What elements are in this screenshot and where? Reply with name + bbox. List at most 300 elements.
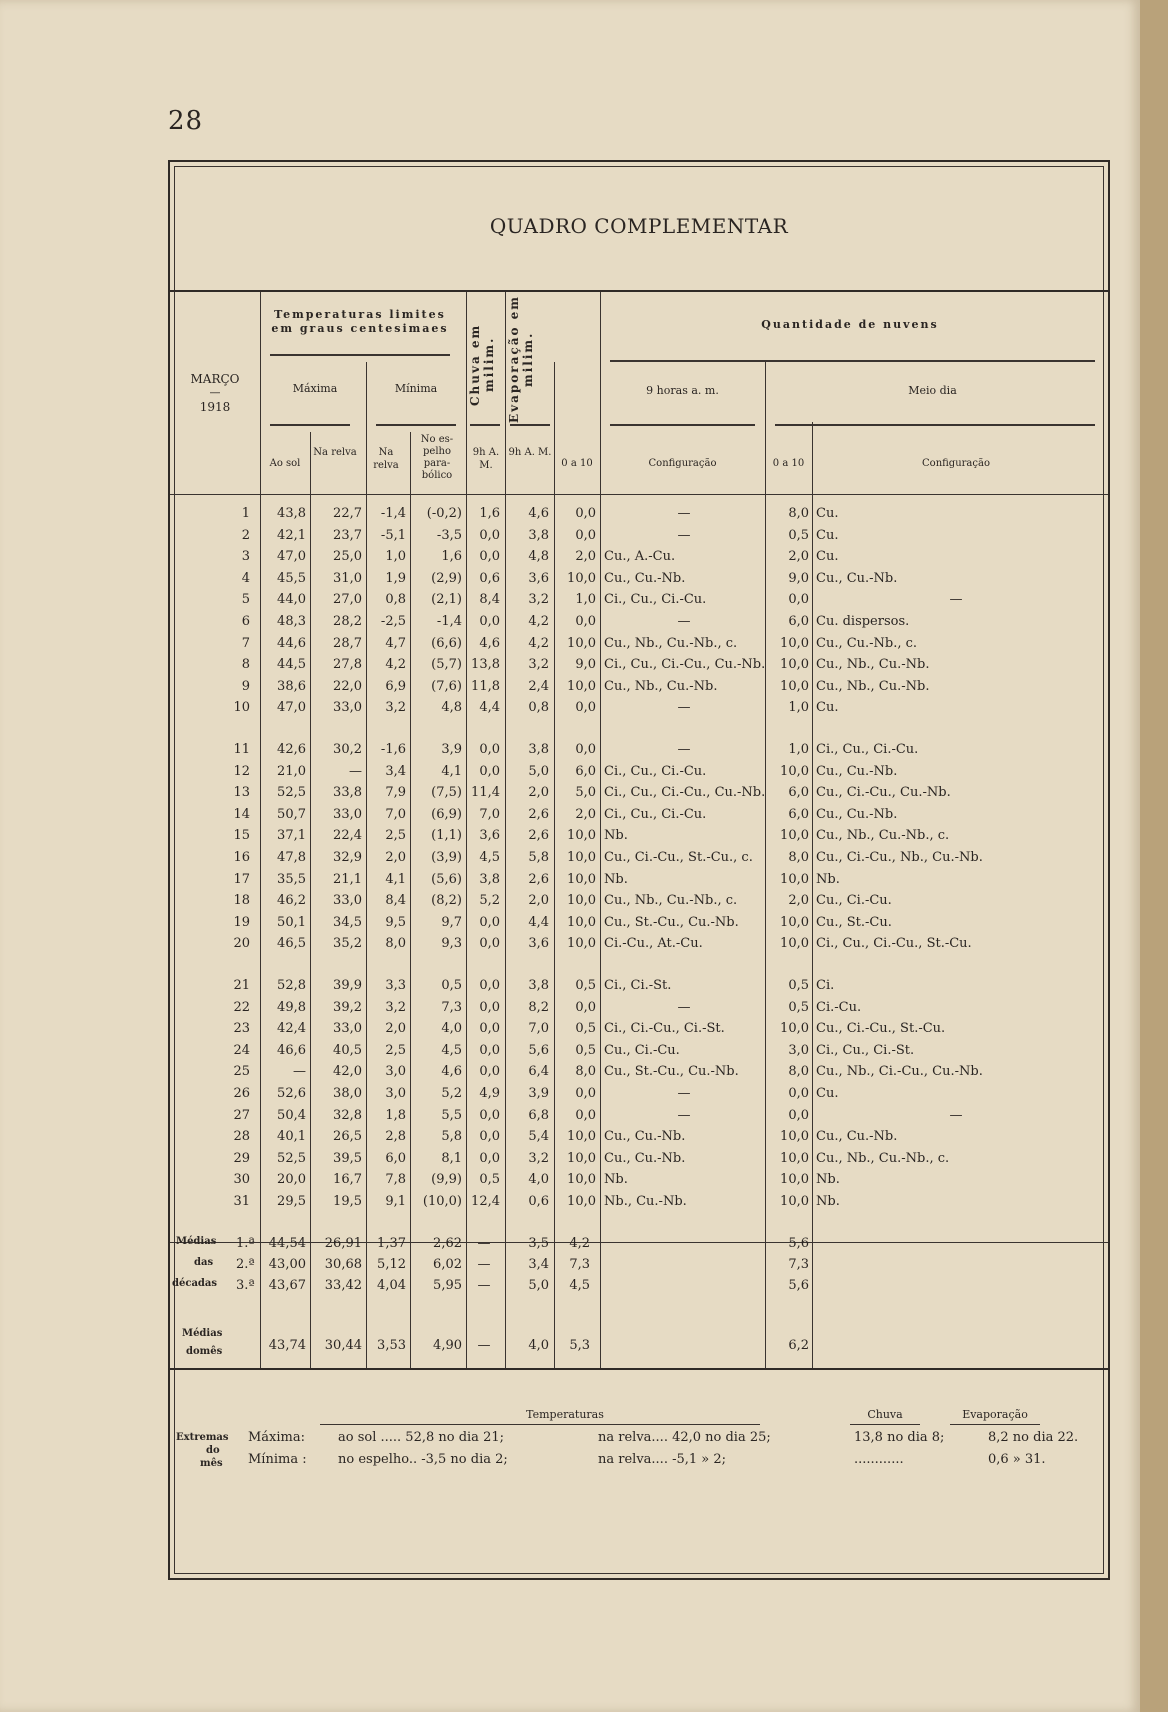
cell-na-relva-max: 26,5 bbox=[333, 1129, 362, 1145]
cell-na-relva-min: 7,9 bbox=[385, 785, 406, 801]
cell-clouds-noon: 6,0 bbox=[788, 806, 809, 822]
cell-config-9am: Nb. bbox=[604, 871, 628, 887]
cell-clouds-noon: 6,0 bbox=[788, 614, 809, 629]
cell-ao-sol: 43,74 bbox=[268, 1338, 306, 1353]
cell-ao-sol: 20,0 bbox=[277, 1172, 306, 1188]
cell-config-noon: Cu., Ci.-Cu., Cu.-Nb. bbox=[816, 785, 951, 801]
cell-na-relva-max: 33,0 bbox=[333, 1021, 362, 1037]
cell-clouds-noon: 10,0 bbox=[780, 1150, 809, 1166]
cell-na-relva-max: 28,7 bbox=[333, 635, 362, 651]
cell-evaporation: 3,2 bbox=[528, 657, 549, 673]
cell-na-relva-max: 34,5 bbox=[333, 914, 362, 930]
extremes-label-2: do bbox=[206, 1445, 220, 1456]
cell-rain: — bbox=[477, 1236, 491, 1251]
cell-na-relva-min: 4,1 bbox=[385, 871, 406, 887]
cell-evaporation: 2,4 bbox=[528, 678, 549, 694]
cell-evaporation: 3,4 bbox=[528, 1257, 549, 1272]
cell-no-espelho: (6,9) bbox=[431, 806, 462, 822]
cell-config-noon: Ci. bbox=[816, 978, 835, 993]
cell-ao-sol: 49,8 bbox=[277, 999, 306, 1015]
cell-ao-sol: 43,8 bbox=[277, 506, 306, 521]
cell-day: 17 bbox=[233, 871, 250, 887]
cell-config-noon: Nb. bbox=[816, 1194, 840, 1209]
cell-na-relva-min: 3,2 bbox=[385, 999, 406, 1015]
cell-clouds-9am: 10,0 bbox=[567, 850, 596, 865]
cell-day: 22 bbox=[233, 999, 250, 1015]
cell-config-noon: Cu., Nb., Cu.-Nb. bbox=[816, 657, 930, 673]
table-row bbox=[170, 893, 1108, 914]
table-row bbox=[170, 549, 1108, 570]
cell-ao-sol: 42,4 bbox=[277, 1021, 306, 1037]
cell-no-espelho: 1,6 bbox=[441, 549, 462, 565]
cell-no-espelho: 5,2 bbox=[441, 1086, 462, 1101]
cell-config-9am: Cu., Cu.-Nb. bbox=[604, 1150, 686, 1166]
cell-clouds-noon: 7,3 bbox=[788, 1257, 809, 1272]
cell-config-noon: Cu., Nb., Cu.-Nb., c. bbox=[816, 828, 950, 844]
cell-clouds-9am: 10,0 bbox=[567, 678, 596, 694]
cell-day: 24 bbox=[233, 1042, 250, 1058]
rain-time-header: 9h A. M. bbox=[472, 447, 500, 471]
cell-clouds-9am: 5,3 bbox=[569, 1338, 590, 1353]
cell-rain: 0,5 bbox=[479, 1172, 500, 1188]
month-label: MARÇO bbox=[190, 372, 240, 386]
cell-ao-sol: 52,6 bbox=[277, 1086, 306, 1101]
cell-day: 29 bbox=[233, 1150, 250, 1166]
cell-config-9am: Cu., Nb., Cu.-Nb., c. bbox=[604, 893, 738, 909]
cell-config-9am: — bbox=[677, 999, 691, 1015]
clouds-rule bbox=[610, 360, 1095, 362]
decade-row bbox=[170, 1236, 1108, 1257]
cell-na-relva-max: 31,0 bbox=[333, 570, 362, 586]
table-row bbox=[170, 1064, 1108, 1085]
cell-na-relva-max: 27,0 bbox=[333, 592, 362, 608]
month-means-values bbox=[170, 1338, 1108, 1359]
cell-config-9am: Ci., Ci.-Cu., Ci.-St. bbox=[604, 1021, 725, 1037]
cell-rain: 0,0 bbox=[479, 978, 500, 993]
cell-clouds-noon: 10,0 bbox=[780, 1172, 809, 1188]
cell-evaporation: 0,6 bbox=[528, 1194, 549, 1209]
cell-rain: 4,5 bbox=[479, 850, 500, 865]
cell-clouds-9am: 0,0 bbox=[575, 999, 596, 1015]
table-row bbox=[170, 592, 1108, 613]
cell-na-relva-min: 4,2 bbox=[385, 657, 406, 673]
cell-clouds-noon: 3,0 bbox=[788, 1042, 809, 1058]
cell-ao-sol: 48,3 bbox=[277, 614, 306, 629]
cell-config-noon: Cu., Ci.-Cu., St.-Cu. bbox=[816, 1021, 946, 1037]
cell-evaporation: 4,2 bbox=[528, 635, 549, 651]
cell-no-espelho: (5,7) bbox=[431, 657, 462, 673]
cell-evaporation: 3,2 bbox=[528, 1150, 549, 1166]
cell-rain: 0,0 bbox=[479, 742, 500, 757]
cell-day: 30 bbox=[233, 1172, 250, 1188]
cell-config-9am: — bbox=[677, 1086, 691, 1101]
cell-ao-sol: 52,5 bbox=[277, 1150, 306, 1166]
cell-config-9am: Ci., Ci.-St. bbox=[604, 978, 672, 993]
cell-no-espelho: (10,0) bbox=[422, 1194, 462, 1209]
cell-na-relva-max: 32,8 bbox=[333, 1107, 362, 1123]
cell-evaporation: 4,8 bbox=[528, 549, 549, 565]
page-edge bbox=[1140, 0, 1168, 1712]
cell-rain: 11,8 bbox=[471, 678, 500, 694]
cell-evaporation: 3,2 bbox=[528, 592, 549, 608]
evaporation-header: Evaporação em milim. bbox=[507, 295, 535, 424]
cell-config-9am: Cu., Nb., Cu.-Nb., c. bbox=[604, 635, 738, 651]
cell-rain: 7,0 bbox=[479, 806, 500, 822]
cell-day: 12 bbox=[233, 763, 250, 779]
cell-evaporation: 3,6 bbox=[528, 570, 549, 586]
cell-clouds-noon: 1,0 bbox=[788, 700, 809, 716]
cell-ao-sol: 43,00 bbox=[268, 1257, 306, 1272]
cell-clouds-9am: 4,2 bbox=[569, 1236, 590, 1251]
cell-no-espelho: 4,1 bbox=[441, 763, 462, 779]
cell-clouds-9am: 8,0 bbox=[575, 1064, 596, 1080]
cell-na-relva-min: 2,8 bbox=[385, 1129, 406, 1145]
maxima-header: Máxima bbox=[292, 382, 338, 395]
cell-na-relva-max: 38,0 bbox=[333, 1086, 362, 1101]
cell-ao-sol: 46,2 bbox=[277, 893, 306, 909]
extremes-min-b: na relva.... -5,1 » 2; bbox=[598, 1452, 727, 1467]
cell-na-relva-min: 5,12 bbox=[377, 1257, 406, 1272]
cell-ao-sol: 42,1 bbox=[277, 527, 306, 543]
cell-evaporation: 4,0 bbox=[528, 1172, 549, 1188]
cell-rain: 0,0 bbox=[479, 1107, 500, 1123]
cell-evaporation: 0,8 bbox=[528, 700, 549, 716]
table-row bbox=[170, 679, 1108, 700]
cell-clouds-9am: 6,0 bbox=[575, 763, 596, 779]
table-row bbox=[170, 700, 1108, 721]
cell-config-noon: Cu., Nb., Cu.-Nb., c. bbox=[816, 1150, 950, 1166]
cell-no-espelho: 8,1 bbox=[441, 1150, 462, 1166]
cell-na-relva-max: 27,8 bbox=[333, 657, 362, 673]
cell-day: 14 bbox=[233, 806, 250, 822]
cell-no-espelho: 4,8 bbox=[441, 700, 462, 716]
cell-config-9am: Cu., St.-Cu., Cu.-Nb. bbox=[604, 1064, 739, 1080]
extremes-min-rain: ............ bbox=[854, 1452, 904, 1467]
cell-day: 28 bbox=[233, 1129, 250, 1145]
cell-evaporation: 3,8 bbox=[528, 978, 549, 993]
cell-ao-sol: 42,6 bbox=[277, 742, 306, 757]
cell-na-relva-max: 39,2 bbox=[333, 999, 362, 1015]
cell-na-relva-min: 4,04 bbox=[377, 1278, 406, 1293]
cell-no-espelho: -3,5 bbox=[436, 527, 462, 543]
cell-day: 2 bbox=[241, 527, 250, 543]
table-row bbox=[170, 785, 1108, 806]
cell-config-9am: — bbox=[677, 1107, 691, 1123]
month-dash: — bbox=[209, 386, 221, 399]
cell-day: 7 bbox=[241, 635, 250, 651]
cell-config-9am: Ci., Cu., Ci.-Cu., Cu.-Nb. bbox=[604, 657, 766, 673]
cell-evaporation: 3,5 bbox=[528, 1236, 549, 1251]
cell-no-espelho: (6,6) bbox=[431, 635, 462, 651]
cell-config-9am: Ci., Cu., Ci.-Cu. bbox=[604, 763, 707, 779]
cell-config-noon: Ci., Cu., Ci.-Cu., St.-Cu. bbox=[816, 936, 972, 952]
cell-evaporation: 5,0 bbox=[528, 1278, 549, 1293]
cell-evaporation: 6,4 bbox=[528, 1064, 549, 1080]
minima-header: Mínima bbox=[394, 382, 438, 395]
cell-evaporation: 2,6 bbox=[528, 828, 549, 844]
min-rule bbox=[376, 424, 456, 426]
table-row bbox=[170, 614, 1108, 635]
cell-evaporation: 5,6 bbox=[528, 1042, 549, 1058]
cell-clouds-noon: 10,0 bbox=[780, 1194, 809, 1209]
table-row bbox=[170, 1172, 1108, 1193]
cell-no-espelho: (3,9) bbox=[431, 850, 462, 865]
cell-no-espelho: (2,1) bbox=[431, 592, 462, 608]
cell-rain: — bbox=[477, 1338, 491, 1353]
table-row bbox=[170, 571, 1108, 592]
cell-config-noon: Cu., Cu.-Nb., c. bbox=[816, 635, 918, 651]
cell-day: 26 bbox=[233, 1086, 250, 1101]
cell-config-noon: Nb. bbox=[816, 1172, 840, 1188]
cell-na-relva-min: -1,4 bbox=[380, 506, 406, 521]
cell-decade: 2.ª bbox=[236, 1257, 255, 1272]
cell-clouds-9am: 0,0 bbox=[575, 700, 596, 716]
cell-ao-sol: 43,67 bbox=[268, 1278, 306, 1293]
cell-clouds-9am: 0,5 bbox=[575, 1021, 596, 1037]
cell-no-espelho: 4,6 bbox=[441, 1064, 462, 1080]
cell-clouds-9am: 10,0 bbox=[567, 893, 596, 909]
cell-rain: 0,0 bbox=[479, 614, 500, 629]
cell-na-relva-max: 21,1 bbox=[333, 871, 362, 887]
cell-no-espelho: 4,90 bbox=[433, 1338, 462, 1353]
cell-ao-sol: 46,5 bbox=[277, 936, 306, 952]
cell-ao-sol: — bbox=[293, 1064, 306, 1080]
cell-na-relva-max: 22,7 bbox=[333, 506, 362, 521]
cell-na-relva-min: 9,1 bbox=[385, 1194, 406, 1209]
cell-na-relva-max: 33,0 bbox=[333, 806, 362, 822]
cell-no-espelho: 5,5 bbox=[441, 1107, 462, 1123]
cell-no-espelho: -1,4 bbox=[436, 614, 462, 629]
cell-clouds-noon: 6,0 bbox=[788, 785, 809, 801]
cell-clouds-9am: 10,0 bbox=[567, 570, 596, 586]
extremes-label-1: Extremas bbox=[176, 1432, 229, 1443]
cell-day: 8 bbox=[241, 657, 250, 673]
decade-row bbox=[170, 1257, 1108, 1278]
extremes-temperatures-header: Temperaturas bbox=[526, 1408, 604, 1421]
cell-rain: 0,0 bbox=[479, 527, 500, 543]
temp-rule bbox=[270, 354, 450, 356]
config-noon-header: Configuração bbox=[922, 458, 990, 469]
cell-config-9am: — bbox=[677, 700, 691, 716]
cell-clouds-9am: 10,0 bbox=[567, 1172, 596, 1188]
cell-clouds-noon: 0,5 bbox=[788, 527, 809, 543]
extremes-max-b: na relva.... 42,0 no dia 25; bbox=[598, 1430, 771, 1445]
extremes-rain-header: Chuva bbox=[867, 1408, 903, 1421]
cell-no-espelho: 5,95 bbox=[433, 1278, 462, 1293]
cell-config-9am: Cu., St.-Cu., Cu.-Nb. bbox=[604, 914, 739, 930]
cell-ao-sol: 44,5 bbox=[277, 657, 306, 673]
cell-rain: 0,0 bbox=[479, 1129, 500, 1145]
table-title: QUADRO COMPLEMENTAR bbox=[489, 214, 789, 238]
cell-evaporation: 2,0 bbox=[528, 893, 549, 909]
rain-rule bbox=[470, 424, 500, 426]
cell-no-espelho: (7,5) bbox=[431, 785, 462, 801]
cell-na-relva-min: 0,8 bbox=[385, 592, 406, 608]
extremes-label-3: mês bbox=[200, 1458, 223, 1469]
cell-rain: 4,4 bbox=[479, 700, 500, 716]
cell-clouds-9am: 0,0 bbox=[575, 614, 596, 629]
cell-day: 9 bbox=[241, 678, 250, 694]
cell-evaporation: 4,6 bbox=[528, 506, 549, 521]
body-bottom-line bbox=[170, 1368, 1108, 1370]
cell-na-relva-max: 30,44 bbox=[324, 1338, 362, 1353]
cell-evaporation: 2,0 bbox=[528, 785, 549, 801]
cell-ao-sol: 40,1 bbox=[277, 1129, 306, 1145]
cell-config-noon: Cu., Nb., Ci.-Cu., Cu.-Nb. bbox=[816, 1064, 983, 1080]
cell-clouds-9am: 0,5 bbox=[575, 978, 596, 993]
month-means-label-1: Médias bbox=[182, 1328, 223, 1339]
cell-na-relva-min: -2,5 bbox=[380, 614, 406, 629]
clouds-9am-header: 9 horas a. m. bbox=[646, 384, 719, 397]
cell-clouds-noon: 10,0 bbox=[780, 678, 809, 694]
extremes-evap-rule bbox=[950, 1424, 1040, 1425]
extremes-evap-header: Evaporação bbox=[962, 1408, 1028, 1421]
cell-clouds-9am: 0,0 bbox=[575, 1086, 596, 1101]
cell-rain: — bbox=[477, 1278, 491, 1293]
cell-na-relva-max: 42,0 bbox=[333, 1064, 362, 1080]
extremes-min-a: no espelho.. -3,5 no dia 2; bbox=[338, 1452, 508, 1467]
cell-rain: 11,4 bbox=[471, 785, 500, 801]
cell-config-noon: Cu., Cu.-Nb. bbox=[816, 1129, 898, 1145]
evap-time-header: 9h A. M. bbox=[508, 447, 552, 458]
cell-no-espelho: (7,6) bbox=[431, 678, 462, 694]
table-row bbox=[170, 636, 1108, 657]
cell-na-relva-min: 9,5 bbox=[385, 914, 406, 930]
cell-day: 20 bbox=[233, 936, 250, 952]
cell-na-relva-min: 7,8 bbox=[385, 1172, 406, 1188]
table-row bbox=[170, 978, 1108, 999]
cell-na-relva-min: 8,0 bbox=[385, 936, 406, 952]
table-row bbox=[170, 872, 1108, 893]
cell-no-espelho: 5,8 bbox=[441, 1129, 462, 1145]
cell-day: 1 bbox=[241, 506, 250, 521]
cell-clouds-9am: 0,5 bbox=[575, 1042, 596, 1058]
extremes-rain-rule bbox=[850, 1424, 920, 1425]
cell-config-noon: Ci., Cu., Ci.-Cu. bbox=[816, 742, 919, 757]
max-rule bbox=[270, 424, 350, 426]
cell-ao-sol: 44,0 bbox=[277, 592, 306, 608]
cell-clouds-noon: 10,0 bbox=[780, 871, 809, 887]
cell-config-noon: Ci.-Cu. bbox=[816, 999, 862, 1015]
cell-clouds-noon: 0,0 bbox=[788, 592, 809, 608]
cell-ao-sol: 37,1 bbox=[277, 828, 306, 844]
cell-na-relva-min: 3,3 bbox=[385, 978, 406, 993]
cell-clouds-9am: 10,0 bbox=[567, 914, 596, 930]
cell-na-relva-max: 32,9 bbox=[333, 850, 362, 865]
cell-day: 16 bbox=[233, 850, 250, 865]
cell-clouds-noon: 5,6 bbox=[788, 1236, 809, 1251]
cell-evaporation: 3,8 bbox=[528, 527, 549, 543]
cell-config-noon: Cu. bbox=[816, 1086, 839, 1101]
cell-clouds-9am: 0,0 bbox=[575, 506, 596, 521]
no-espelho-header: No es-pelho para-bólico bbox=[420, 434, 454, 481]
cell-config-noon: — bbox=[949, 1107, 963, 1123]
cell-rain: 4,6 bbox=[479, 635, 500, 651]
cell-na-relva-min: 3,53 bbox=[377, 1338, 406, 1353]
cell-clouds-9am: 10,0 bbox=[567, 1194, 596, 1209]
cell-na-relva-min: 3,0 bbox=[385, 1086, 406, 1101]
cell-config-9am: Cu., Ci.-Cu. bbox=[604, 1042, 680, 1058]
table-row bbox=[170, 742, 1108, 763]
cell-rain: 0,0 bbox=[479, 936, 500, 952]
cell-na-relva-max: 23,7 bbox=[333, 527, 362, 543]
cell-na-relva-max: 26,91 bbox=[324, 1236, 362, 1251]
cell-ao-sol: 46,6 bbox=[277, 1042, 306, 1058]
cell-ao-sol: 21,0 bbox=[277, 763, 306, 779]
cell-config-9am: Ci., Cu., Ci.-Cu. bbox=[604, 592, 707, 608]
cell-ao-sol: 47,0 bbox=[277, 700, 306, 716]
cell-decade: 3.ª bbox=[236, 1278, 255, 1293]
cell-na-relva-max: 33,42 bbox=[324, 1278, 362, 1293]
cell-na-relva-max: 19,5 bbox=[333, 1194, 362, 1209]
cell-no-espelho: 9,3 bbox=[441, 936, 462, 952]
cell-day: 18 bbox=[233, 893, 250, 909]
decade-label-3: décadas bbox=[172, 1278, 218, 1289]
cell-config-9am: Ci., Cu., Ci.-Cu. bbox=[604, 806, 707, 822]
cell-config-9am: Ci.-Cu., At.-Cu. bbox=[604, 936, 703, 952]
cell-clouds-noon: 0,0 bbox=[788, 1086, 809, 1101]
extremes-min-label: Mínima : bbox=[248, 1452, 307, 1467]
cell-rain: 3,6 bbox=[479, 828, 500, 844]
cell-clouds-noon: 9,0 bbox=[788, 570, 809, 586]
cell-config-9am: Nb. bbox=[604, 1172, 628, 1188]
cell-clouds-9am: 10,0 bbox=[567, 1129, 596, 1145]
cell-clouds-9am: 9,0 bbox=[575, 657, 596, 673]
cell-na-relva-max: 28,2 bbox=[333, 614, 362, 629]
scale-9am-header: 0 a 10 bbox=[561, 458, 593, 469]
table-row bbox=[170, 1129, 1108, 1150]
cell-config-noon: Cu. bbox=[816, 527, 839, 543]
cell-ao-sol: 45,5 bbox=[277, 570, 306, 586]
cell-rain: — bbox=[477, 1257, 491, 1272]
cell-no-espelho: (2,9) bbox=[431, 570, 462, 586]
cell-clouds-9am: 10,0 bbox=[567, 871, 596, 887]
cell-config-noon: Cu., Ci.-Cu. bbox=[816, 893, 892, 909]
extremes-max-label: Máxima: bbox=[248, 1430, 306, 1445]
cell-config-noon: Cu. bbox=[816, 549, 839, 565]
cell-clouds-9am: 1,0 bbox=[575, 592, 596, 608]
cell-clouds-9am: 10,0 bbox=[567, 1150, 596, 1166]
cell-evaporation: 4,0 bbox=[528, 1338, 549, 1353]
clouds-group-header: Quantidade de nuvens bbox=[761, 318, 939, 331]
cell-no-espelho: (1,1) bbox=[431, 828, 462, 844]
cell-config-noon: Ci., Cu., Ci.-St. bbox=[816, 1042, 915, 1058]
cell-no-espelho: 7,3 bbox=[441, 999, 462, 1015]
cell-clouds-noon: 10,0 bbox=[780, 763, 809, 779]
cell-clouds-noon: 8,0 bbox=[788, 1064, 809, 1080]
cell-config-9am: Cu., Ci.-Cu., St.-Cu., c. bbox=[604, 850, 753, 865]
cell-clouds-noon: 5,6 bbox=[788, 1278, 809, 1293]
cell-clouds-noon: 6,2 bbox=[788, 1338, 809, 1353]
cell-na-relva-min: 1,0 bbox=[385, 549, 406, 565]
cell-rain: 1,6 bbox=[479, 506, 500, 521]
table-frame bbox=[168, 160, 1110, 1580]
table-row bbox=[170, 807, 1108, 828]
cell-no-espelho: 2,62 bbox=[433, 1236, 462, 1251]
cell-day: 21 bbox=[233, 978, 250, 993]
cell-no-espelho: (9,9) bbox=[431, 1172, 462, 1188]
cell-ao-sol: 44,6 bbox=[277, 635, 306, 651]
cell-na-relva-max: 35,2 bbox=[333, 936, 362, 952]
cell-config-noon: Cu. bbox=[816, 700, 839, 716]
cell-ao-sol: 52,8 bbox=[277, 978, 306, 993]
evap-rule bbox=[510, 424, 550, 426]
cell-na-relva-min: 1,8 bbox=[385, 1107, 406, 1123]
cell-na-relva-max: 33,0 bbox=[333, 700, 362, 716]
cell-clouds-noon: 10,0 bbox=[780, 657, 809, 673]
cell-no-espelho: 4,5 bbox=[441, 1042, 462, 1058]
cell-rain: 0,6 bbox=[479, 570, 500, 586]
